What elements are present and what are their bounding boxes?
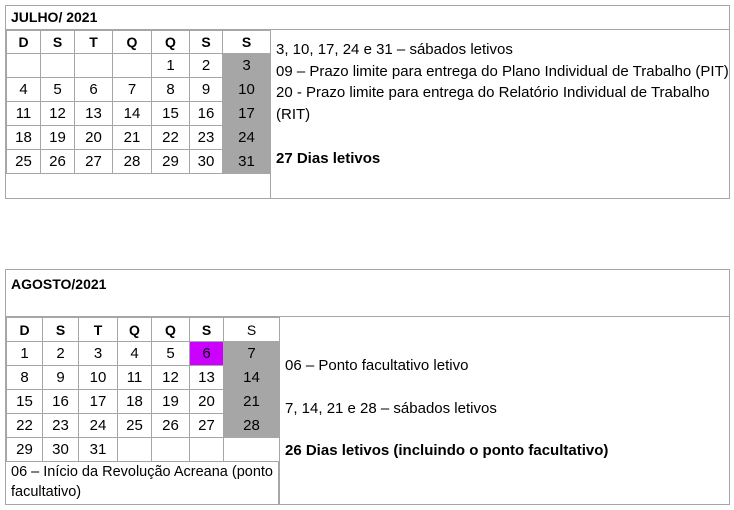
weekday-label: D <box>7 318 43 342</box>
rit-note: 20 - Prazo limite para entrega do Relatório Individual de Trabalho (RIT) <box>276 84 710 123</box>
day-cell <box>118 438 152 462</box>
saturday-cell: 24 <box>223 126 271 150</box>
day-cell: 24 <box>79 414 118 438</box>
day-cell: 3 <box>79 342 118 366</box>
day-cell: 26 <box>41 150 75 174</box>
saturday-cell: 28 <box>224 414 280 438</box>
day-cell: 19 <box>152 390 190 414</box>
weekday-label: Q <box>152 318 190 342</box>
day-cell <box>7 54 41 78</box>
saturday-cell: 14 <box>224 366 280 390</box>
day-cell: 9 <box>190 78 223 102</box>
day-cell: 13 <box>190 366 224 390</box>
saturday-cell: 3 <box>223 54 271 78</box>
day-cell: 30 <box>43 438 79 462</box>
day-cell: 28 <box>113 150 152 174</box>
day-cell: 9 <box>43 366 79 390</box>
saturday-cell: 21 <box>224 390 280 414</box>
weekday-label: Q <box>118 318 152 342</box>
day-cell: 12 <box>152 366 190 390</box>
day-cell: 5 <box>152 342 190 366</box>
saturday-cell: 17 <box>223 102 271 126</box>
pit-note: 09 – Prazo limite para entrega do Plano Individual de Trabalho (PIT) <box>276 62 729 80</box>
day-cell: 18 <box>118 390 152 414</box>
day-cell: 18 <box>7 126 41 150</box>
weekday-label: S <box>190 318 224 342</box>
day-cell: 22 <box>152 126 190 150</box>
weekday-label: S <box>223 31 271 54</box>
day-cell: 8 <box>152 78 190 102</box>
saturdays-note: 3, 10, 17, 24 e 31 – sábados letivos <box>276 41 513 58</box>
day-cell: 31 <box>79 438 118 462</box>
weekday-label: S <box>190 31 223 54</box>
day-cell: 2 <box>190 54 223 78</box>
day-cell <box>224 438 280 462</box>
day-cell <box>113 54 152 78</box>
saturdays-note: 7, 14, 21 e 28 – sábados letivos <box>285 399 497 417</box>
weekday-label: S <box>43 318 79 342</box>
weekday-label: T <box>79 318 118 342</box>
day-cell: 12 <box>41 102 75 126</box>
day-cell: 29 <box>7 438 43 462</box>
day-cell: 21 <box>113 126 152 150</box>
day-cell: 27 <box>75 150 113 174</box>
facultativo-note: 06 – Ponto facultativo letivo <box>285 357 469 374</box>
day-cell: 7 <box>113 78 152 102</box>
saturday-cell: 31 <box>223 150 271 174</box>
day-cell: 29 <box>152 150 190 174</box>
day-cell: 1 <box>7 342 43 366</box>
holiday-cell: 6 <box>190 342 224 366</box>
day-cell: 20 <box>190 390 224 414</box>
day-cell: 23 <box>190 126 223 150</box>
day-cell: 26 <box>152 414 190 438</box>
day-cell: 4 <box>118 342 152 366</box>
school-days-total: 26 Dias letivos (incluindo o ponto facultativo) <box>285 442 609 459</box>
saturday-cell: 7 <box>224 342 280 366</box>
day-cell: 4 <box>7 78 41 102</box>
day-cell: 23 <box>43 414 79 438</box>
day-cell: 15 <box>152 102 190 126</box>
day-cell: 16 <box>190 102 223 126</box>
day-cell: 16 <box>43 390 79 414</box>
day-cell: 27 <box>190 414 224 438</box>
day-cell: 22 <box>7 414 43 438</box>
weekday-label: T <box>75 31 113 54</box>
august-grid <box>6 317 280 462</box>
day-cell: 19 <box>41 126 75 150</box>
day-cell: 20 <box>75 126 113 150</box>
august-title: AGOSTO/2021 <box>6 270 729 317</box>
day-cell: 30 <box>190 150 223 174</box>
day-cell: 5 <box>41 78 75 102</box>
day-cell: 17 <box>79 390 118 414</box>
saturday-cell: 10 <box>223 78 271 102</box>
weekday-label: Q <box>152 31 190 54</box>
august-calendar <box>5 269 730 505</box>
day-cell: 25 <box>118 414 152 438</box>
day-cell <box>41 54 75 78</box>
weekday-label: D <box>7 31 41 54</box>
july-notes <box>270 30 729 198</box>
day-cell <box>75 54 113 78</box>
day-cell: 8 <box>7 366 43 390</box>
day-cell: 11 <box>7 102 41 126</box>
day-cell: 1 <box>152 54 190 78</box>
day-cell: 13 <box>75 102 113 126</box>
day-cell: 15 <box>7 390 43 414</box>
july-calendar <box>5 5 730 199</box>
weekday-label: S <box>224 318 280 342</box>
day-cell: 14 <box>113 102 152 126</box>
weekday-label: Q <box>113 31 152 54</box>
day-cell: 6 <box>75 78 113 102</box>
day-cell: 10 <box>79 366 118 390</box>
day-cell: 2 <box>43 342 79 366</box>
july-grid <box>6 30 271 174</box>
day-cell <box>190 438 224 462</box>
august-notes <box>279 317 729 504</box>
school-days-total: 27 Dias letivos <box>276 150 381 167</box>
august-footnote: 06 – Início da Revolução Acreana (ponto facultativo) <box>6 461 279 504</box>
day-cell <box>152 438 190 462</box>
july-title: JULHO/ 2021 <box>6 6 729 30</box>
day-cell: 25 <box>7 150 41 174</box>
day-cell: 11 <box>118 366 152 390</box>
weekday-label: S <box>41 31 75 54</box>
